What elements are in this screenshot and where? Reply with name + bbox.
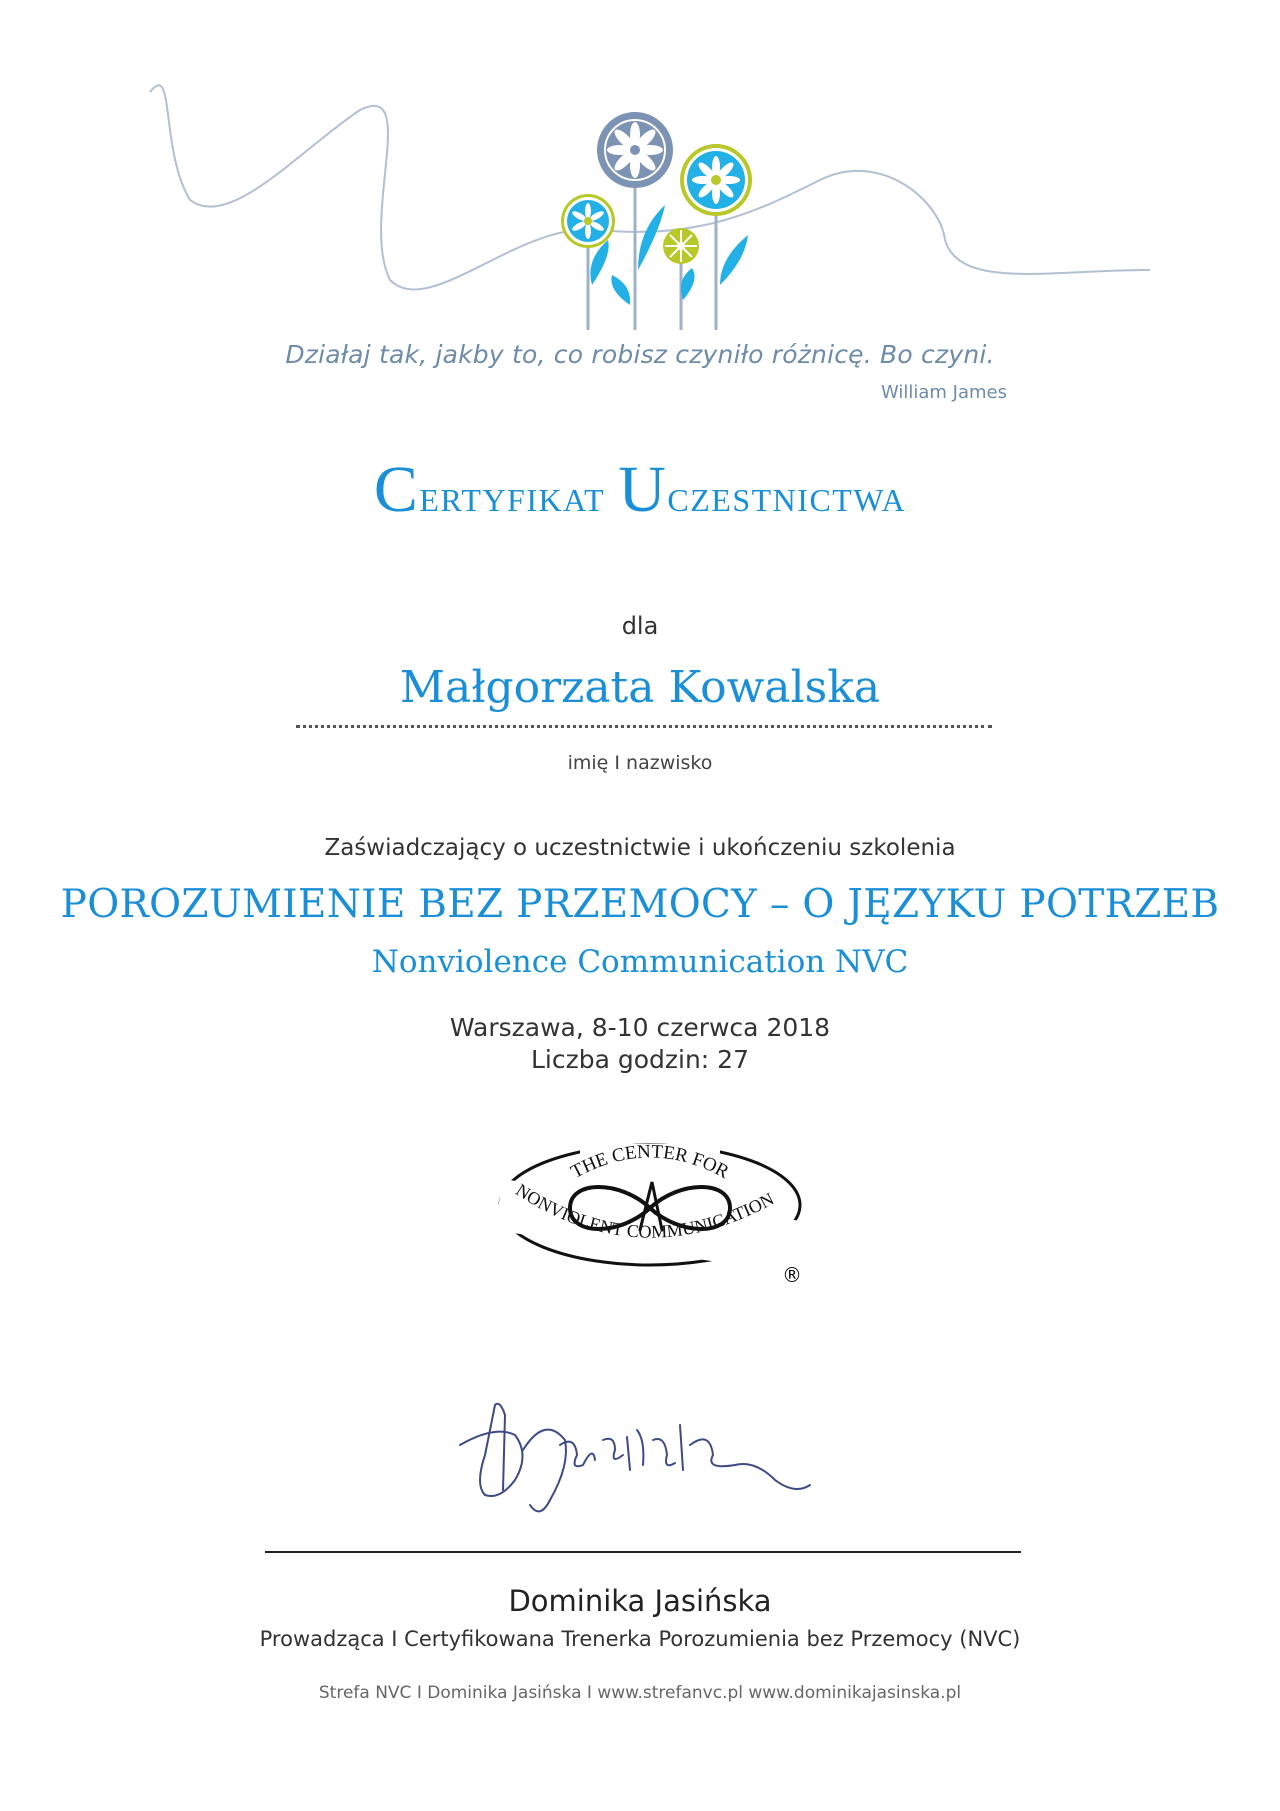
name-dotted-line [296, 725, 992, 728]
title-initial-2: U [618, 453, 668, 526]
course-title: POROZUMIENIE BEZ PRZEMOCY – O JĘZYKU POTRZEB [60, 882, 1220, 927]
signer-name: Dominika Jasińska [508, 1584, 772, 1618]
name-caption: imię I nazwisko [567, 752, 713, 774]
recipient-name: Małgorzata Kowalska [399, 662, 881, 713]
flowers-illustration [0, 0, 1280, 330]
title-word-2: czestnictwa [667, 470, 907, 521]
attestation-text: Zaświadczający o uczestnictwie i ukończeniu szkolenia [324, 835, 956, 861]
footer-text: Strefa NVC I Dominika Jasińska I www.strefanvc.pl www.dominikajasinska.pl [318, 1683, 962, 1703]
handwritten-signature [455, 1385, 815, 1525]
flower-slate [597, 112, 673, 188]
quote-author: William James [880, 382, 1007, 403]
course-title-english: Nonviolence Communication NVC [371, 944, 909, 980]
registered-mark: ® [782, 1263, 802, 1287]
hours-count: Liczba godzin: 27 [530, 1045, 749, 1074]
for-label: dla [621, 612, 659, 640]
title-word-1: ertyfikat [419, 470, 606, 521]
flower-cyan-large [680, 144, 752, 216]
logo-bottom-text: NONVIOLENT COMMUNICATION [512, 1179, 778, 1242]
flower-cyan-small [561, 194, 615, 248]
flower-lime [663, 228, 699, 264]
signature-line [265, 1551, 1021, 1553]
quote-text: Działaj tak, jakby to, co robisz czyniło różnicę. Bo czyni. [285, 340, 995, 369]
title-initial-1: C [373, 453, 420, 526]
certificate-title [0, 452, 1280, 528]
cnvc-logo [490, 1120, 810, 1300]
logo-top-text: THE CENTER FOR [567, 1141, 733, 1183]
signer-role: Prowadząca I Certyfikowana Trenerka Porozumienia bez Przemocy (NVC) [259, 1627, 1021, 1651]
place-date: Warszawa, 8-10 czerwca 2018 [449, 1013, 831, 1042]
